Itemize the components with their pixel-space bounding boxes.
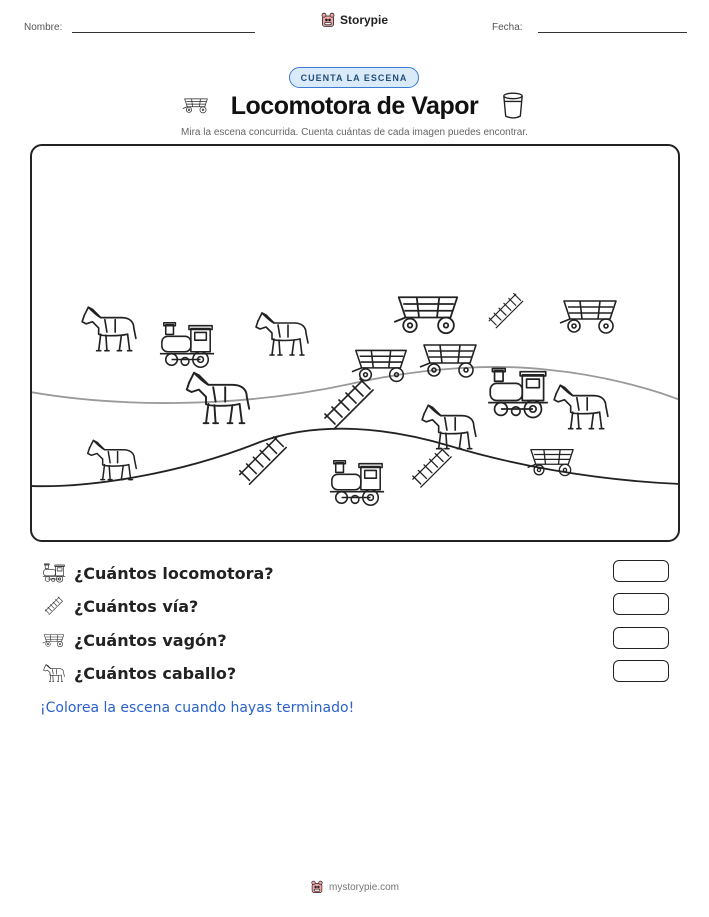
locomotive-icon bbox=[330, 461, 384, 505]
horse-icon bbox=[42, 662, 66, 684]
footer bbox=[0, 880, 709, 894]
rail-track-icon bbox=[489, 294, 523, 328]
question-text: ¿Cuántos vagón? bbox=[74, 630, 227, 650]
wagon-icon bbox=[560, 301, 616, 333]
question-row bbox=[42, 628, 227, 652]
rail-track-icon bbox=[42, 595, 66, 617]
rail-track-icon bbox=[240, 437, 286, 484]
brand-logo bbox=[320, 12, 388, 28]
instructions: Mira la escena concurrida. Cuenta cuántas de cada imagen puedes encontrar. bbox=[181, 127, 528, 138]
wagon-icon bbox=[420, 345, 476, 377]
question-text: ¿Cuántos locomotora? bbox=[74, 563, 274, 583]
date-label: Fecha: bbox=[492, 22, 523, 33]
wagon-icon bbox=[352, 350, 406, 381]
name-field[interactable] bbox=[72, 32, 255, 33]
name-label: Nombre: bbox=[24, 22, 63, 33]
date-field[interactable] bbox=[538, 32, 687, 33]
counting-scene bbox=[30, 144, 680, 542]
locomotive-icon bbox=[160, 323, 214, 367]
page-title: Locomotora de Vapor bbox=[230, 92, 479, 120]
activity-badge: CUENTA LA ESCENA bbox=[289, 67, 419, 88]
horse-icon bbox=[82, 307, 136, 350]
answer-box-horse[interactable] bbox=[613, 660, 669, 682]
wagon-icon bbox=[528, 450, 574, 476]
closing-instruction: ¡Colorea la escena cuando hayas terminado! bbox=[40, 700, 355, 716]
horse-icon bbox=[256, 313, 308, 355]
question-text: ¿Cuántos vía? bbox=[74, 596, 199, 616]
wagon-icon bbox=[42, 630, 66, 650]
footer-url: mystorypie.com bbox=[328, 881, 399, 893]
question-row bbox=[42, 561, 274, 585]
question-row bbox=[42, 594, 198, 618]
answer-box-track[interactable] bbox=[613, 593, 669, 615]
brand-name: Storypie bbox=[340, 13, 389, 27]
question-text: ¿Cuántos caballo? bbox=[74, 663, 237, 683]
wagon-icon bbox=[394, 297, 457, 333]
answer-box-locomotive[interactable] bbox=[613, 560, 669, 582]
answer-box-wagon[interactable] bbox=[613, 627, 669, 649]
rail-track-icon bbox=[325, 379, 373, 428]
locomotive-icon bbox=[488, 368, 548, 417]
horse-icon bbox=[187, 373, 249, 423]
near-hill-line bbox=[30, 429, 680, 487]
mascot-icon bbox=[310, 880, 324, 894]
far-hill-line bbox=[30, 367, 680, 403]
horse-icon bbox=[422, 405, 476, 448]
cup-icon bbox=[502, 92, 524, 120]
question-row bbox=[42, 661, 236, 685]
locomotive-icon bbox=[42, 562, 66, 584]
mascot-icon bbox=[320, 12, 336, 28]
rail-track-icon bbox=[413, 448, 451, 487]
horse-icon bbox=[88, 440, 137, 479]
horse-icon bbox=[554, 385, 608, 428]
